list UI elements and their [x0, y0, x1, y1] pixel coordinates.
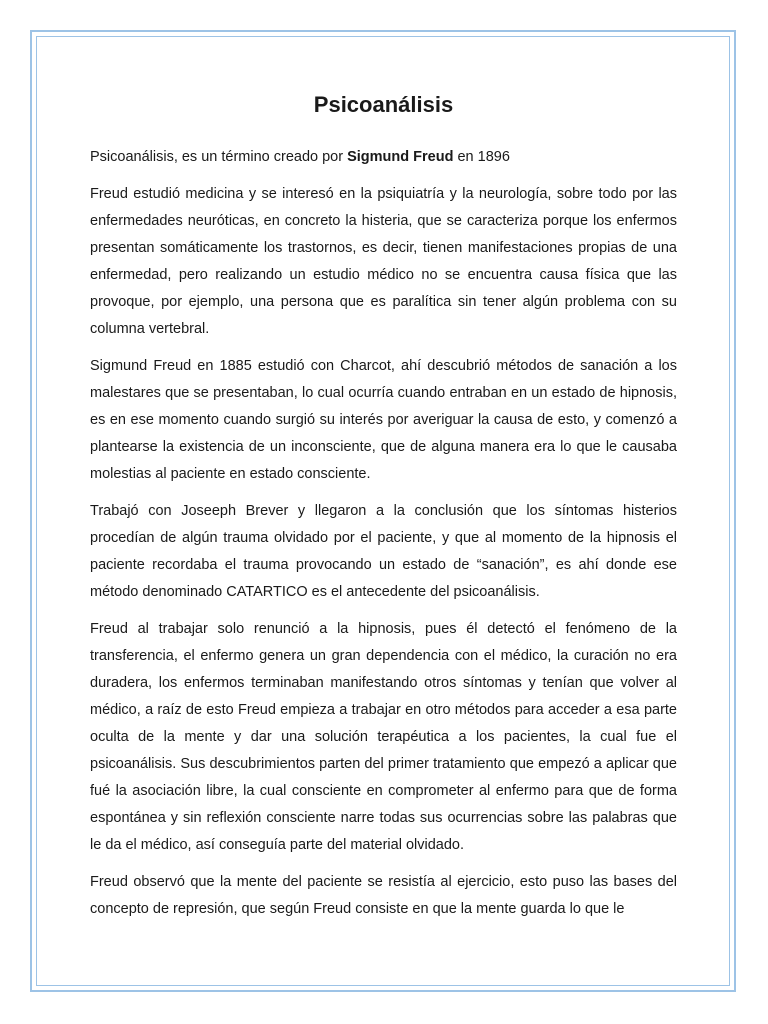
intro-prefix: Psicoanálisis, es un término creado por — [90, 149, 348, 165]
document-title: Psicoanálisis — [313, 92, 454, 117]
paragraph-4: Freud al trabajar solo renunció a la hipnosis, pues él detectó el fenómeno de la transferencia, el enfermo genera un gran dependencia con el médico, la curación no era duradera, los enfermos terminaban manifestando otros síntomas y tenían que volver al médico, a raíz de esto Freud empieza a trabajar en otro métodos para acceder a esa parte oculta de la mente y dar una solución terapéutica a los pacientes, la cual fue el psicoanálisis. Sus descubrimientos parten del primer tratamiento que empezó a aplicar que fué la asociación libre, la cual consciente en comprometer al enfermo para que de forma espontánea y sin reflexión consciente narre todas sus ocurrencias sobre las palabras que le da el médico, así conseguía parte del material olvidado. — [90, 621, 677, 853]
intro-paragraph — [90, 144, 677, 171]
intro-bold-name: Sigmund Freud — [347, 149, 454, 165]
intro-suffix: en 1896 — [453, 149, 510, 165]
paragraph-1: Freud estudió medicina y se interesó en la psiquiatría y la neurología, sobre todo por las enfermedades neuróticas, en concreto la histeria, que se caracteriza porque los enfermos presentan somáticamente los trastornos, es decir, tienen manifestaciones propias de una enfermedad, pero realizando un estudio médico no se encuentra causa física que las provoque, por ejemplo, una persona que es paralítica sin tener algún problema con su columna vertebral. — [90, 186, 677, 337]
paragraph-3: Trabajó con Joseeph Brever y llegaron a la conclusión que los síntomas histerios procedían de algún trauma olvidado por el paciente, y que al momento de la hipnosis el paciente recordaba el trauma provocando un estado de “sanación”, es ahí donde ese método denominado CATARTICO es el antecedente del psicoanálisis. — [90, 503, 677, 600]
paragraph-5: Freud observó que la mente del paciente se resistía al ejercicio, esto puso las bases del concepto de represión, que según Freud consiste en que la mente guarda lo que le — [90, 874, 677, 917]
document-body — [90, 88, 677, 933]
paragraph-2: Sigmund Freud en 1885 estudió con Charcot, ahí descubrió métodos de sanación a los malestares que se presentaban, lo cual ocurría cuando entraban en un estado de hipnosis, es en ese momento cuando surgió su interés por averiguar la causa de esto, y comenzó a plantearse la existencia de un inconsciente, que de alguna manera era lo que le causaba molestias al paciente en estado consciente. — [90, 358, 677, 482]
